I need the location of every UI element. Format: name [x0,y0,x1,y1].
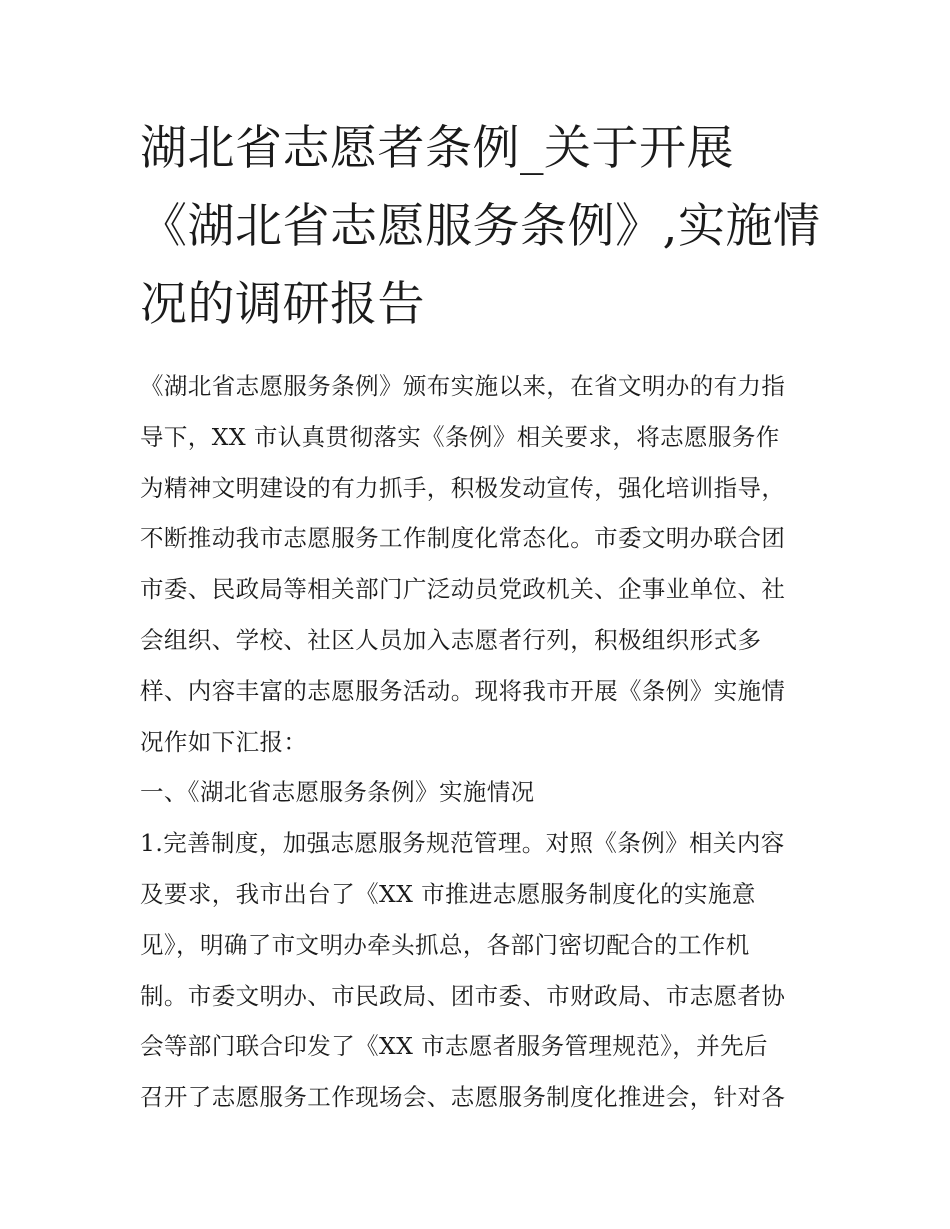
body-line: 召开了志愿服务工作现场会、志愿服务制度化推进会，针对各 [140,1083,786,1112]
body-line: 为精神文明建设的有力抓手，积极发动宣传，强化培训指导， [140,473,786,502]
body-line: 市委、民政局等相关部门广泛动员党政机关、企事业单位、社 [140,575,786,604]
body-line: 1.完善制度，加强志愿服务规范管理。对照《条例》相关内容 [140,829,785,858]
body-line: 导下，XX 市认真贯彻落实《条例》相关要求，将志愿服务作 [140,422,780,451]
document-title: 湖北省志愿者条例_关于开展 《湖北省志愿服务条例》,实施情 况的调研报告 [140,121,821,332]
body-line: 况作如下汇报： [140,727,308,756]
body-line: 会组织、学校、社区人员加入志愿者行列，积极组织形式多 [140,625,762,654]
body-line: 《湖北省志愿服务条例》颁布实施以来，在省文明办的有力指 [140,372,786,400]
body-line: 会等部门联合印发了《XX 市志愿者服务管理规范》，并先后 [140,1032,768,1061]
body-line: 见》，明确了市文明办牵头抓总，各部门密切配合的工作机 [140,930,750,959]
body-line: 及要求，我市出台了《XX 市推进志愿服务制度化的实施意 [140,879,756,908]
body-line: 样、内容丰富的志愿服务活动。现将我市开展《条例》实施情 [140,676,786,705]
section-heading: 一、《湖北省志愿服务条例》实施情况 [140,778,535,807]
body-line: 制。市委文明办、市民政局、团市委、市财政局、市志愿者协 [140,981,786,1010]
body-line: 不断推动我市志愿服务工作制度化常态化。市委文明办联合团 [140,524,786,553]
document-body [140,361,830,1123]
